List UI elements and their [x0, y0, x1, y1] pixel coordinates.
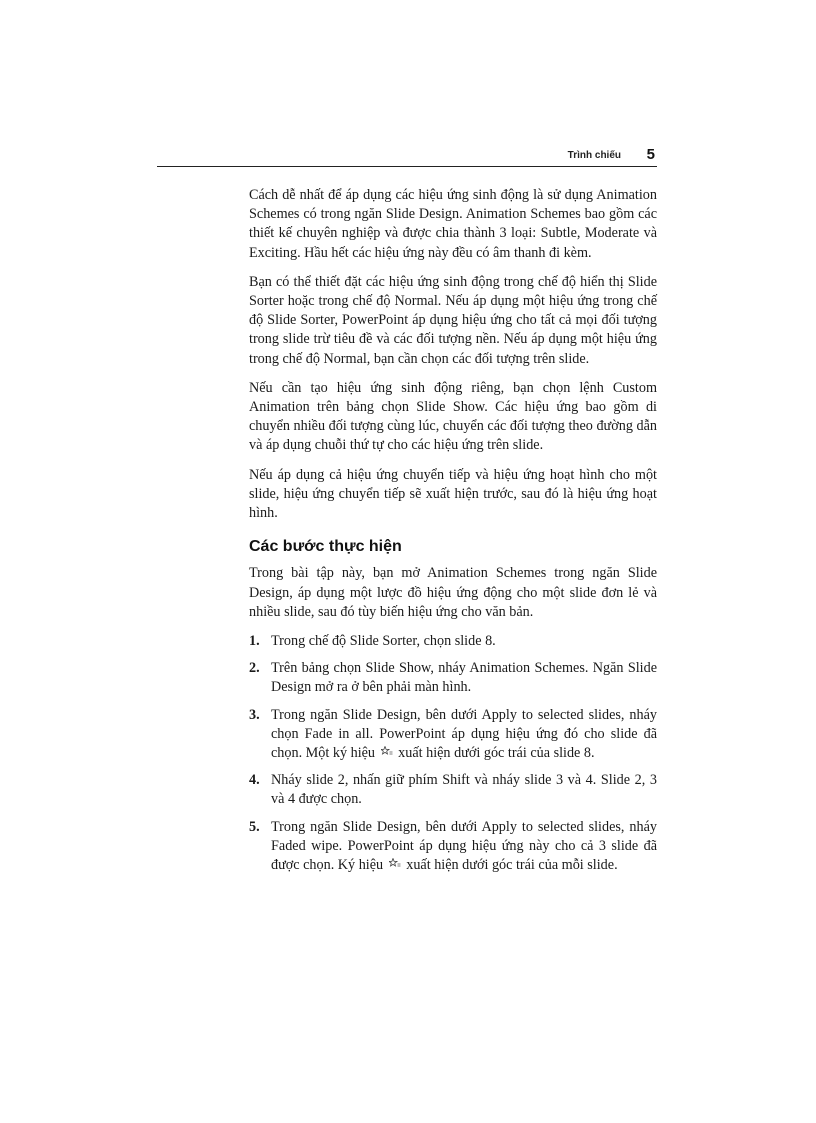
step-text: Trong chế độ Slide Sorter, chọn slide 8.: [271, 633, 496, 650]
step-text: xuất hiện dưới góc trái của mỗi slide.: [406, 857, 618, 874]
body-paragraph: Cách dễ nhất để áp dụng các hiệu ứng sinh động là sử dụng Animation Schemes có trong ngăn Slide Design. Animation Schemes bao gồm các thiết kế chuyên nghiệp và được chia thành 3 loại: Subtle, Moderate và Exciting. Hầu hết các hiệu ứng này đều có âm thanh đi kèm.: [249, 187, 657, 261]
body-paragraph: Bạn có thể thiết đặt các hiệu ứng sinh động trong chế độ hiển thị Slide Sorter hoặc trong chế độ Normal. Nếu áp dụng một hiệu ứng trong chế độ Slide Sorter, PowerPoint áp dụng hiệu ứng cho tất cả mọi đối tượng trong slide trừ tiêu đề và các đối tượng nền. Nếu áp dụng một hiệu ứng trong chế độ Normal, bạn cần chọn các đối tượng trên slide.: [249, 273, 657, 367]
animation-star-icon: [381, 746, 393, 756]
step-text: xuất hiện dưới góc trái của slide 8.: [398, 745, 595, 762]
step-text: Trong ngăn Slide Design, bên dưới Apply to selected slides, nháy chọn Fade in all. PowerPoint áp dụng hiệu ứng đó cho slide đã chọn. Một ký hiệu: [271, 706, 657, 762]
page-body: [249, 186, 657, 883]
step-item: [249, 706, 657, 764]
step-text: Trên bảng chọn Slide Show, nháy Animation Schemes. Ngăn Slide Design mở ra ở bên phải màn hình.: [271, 660, 657, 696]
step-number: 3.: [249, 706, 260, 723]
section-intro: Trong bài tập này, bạn mở Animation Schemes trong ngăn Slide Design, áp dụng một lược đồ hiệu ứng động cho một slide đơn lẻ và nhiều slide, sau đó tùy biến hiệu ứng cho văn bản.: [249, 565, 657, 620]
body-paragraph: Nếu áp dụng cả hiệu ứng chuyển tiếp và hiệu ứng hoạt hình cho một slide, hiệu ứng chuyển tiếp sẽ xuất hiện trước, sau đó là hiệu ứng hoạt hình.: [249, 466, 657, 522]
step-number: 5.: [249, 818, 260, 835]
step-item: [249, 818, 657, 876]
step-number: 1.: [249, 633, 260, 650]
step-item: [249, 659, 657, 697]
animation-star-icon: [389, 858, 401, 868]
header-title: Trình chiếu: [567, 150, 621, 161]
step-text: Trong ngăn Slide Design, bên dưới Apply to selected slides, nháy Faded wipe. PowerPoint áp dụng hiệu ứng này cho cả 3 slide đã được chọn. Ký hiệu: [271, 818, 657, 874]
section-heading: Các bước thực hiện: [249, 538, 402, 556]
step-item: [249, 632, 657, 651]
step-text: Nháy slide 2, nhấn giữ phím Shift và nháy slide 3 và 4. Slide 2, 3 và 4 được chọn.: [271, 772, 657, 808]
step-item: [249, 771, 657, 809]
step-number: 2.: [249, 660, 260, 677]
steps-list: [249, 632, 657, 875]
step-number: 4.: [249, 772, 260, 789]
running-header: [157, 146, 657, 167]
page-number: 5: [646, 146, 655, 163]
body-paragraph: Nếu cần tạo hiệu ứng sinh động riêng, bạn chọn lệnh Custom Animation trên bảng chọn Slide Show. Các hiệu ứng bao gồm di chuyển nhiều đối tượng cùng lúc, chuyển các đối tượng theo đường dẫn và áp dụng chuỗi thứ tự cho các hiệu ứng trên slide.: [249, 379, 657, 454]
